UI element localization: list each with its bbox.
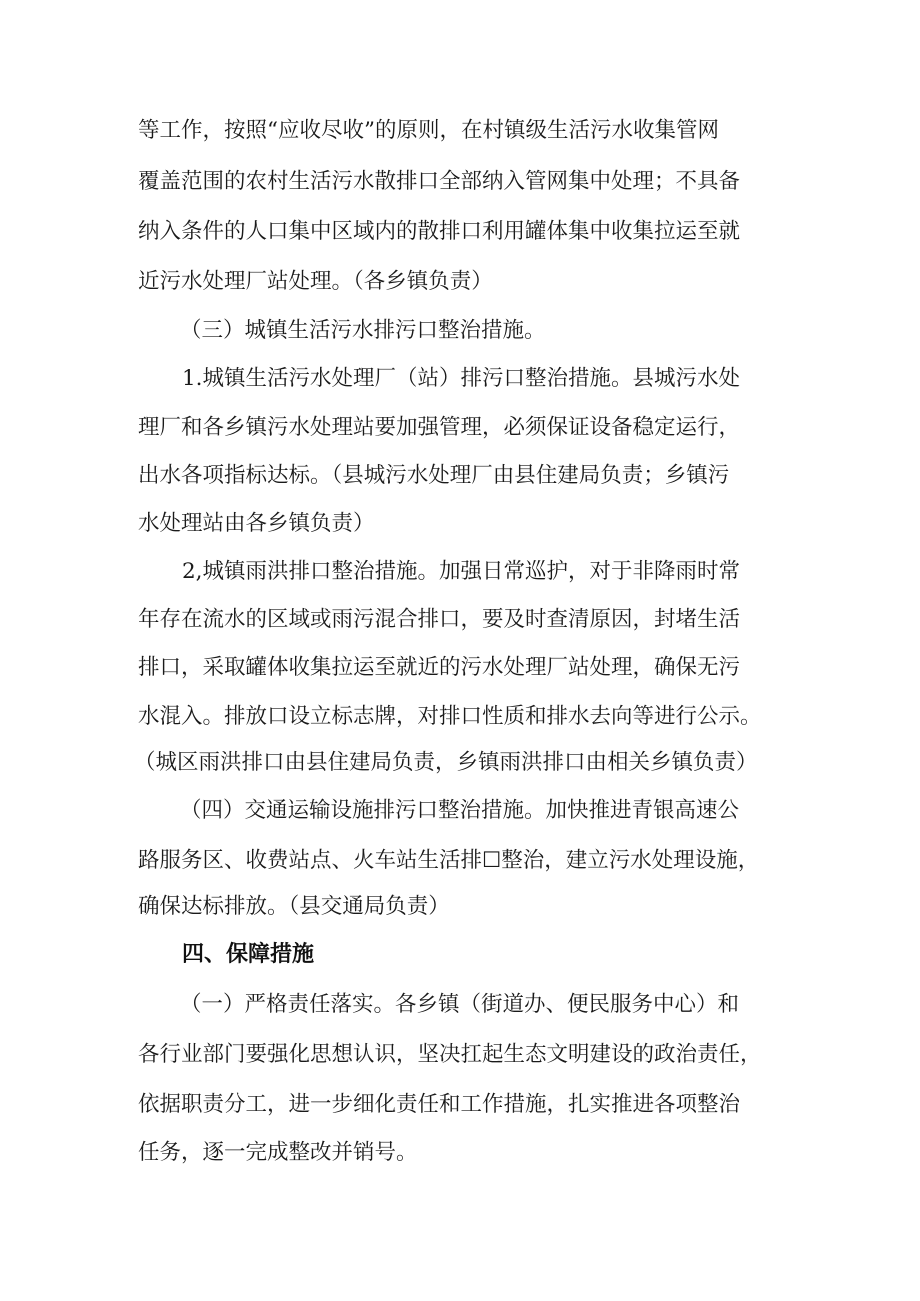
paragraph-4-line-2: 路服务区、收费站点、火车站生活排☐整治，建立污水处理设施， — [138, 848, 760, 873]
section-heading-4: 四、保障措施 — [182, 942, 315, 967]
paragraph-3-line-3: 排口，采取罐体收集拉运至就近的污水处理厂站处理，确保无污 — [138, 655, 741, 680]
paragraph-5-line-1: （一）严格责任落实。各乡镇（街道办、便民服务中心）和 — [180, 992, 740, 1017]
paragraph-5-line-4: 任务，逐一完成整改并销号。 — [138, 1140, 418, 1165]
paragraph-2-line-2: 理厂和各乡镇污水处理站要加强管理，必须保证设备稳定运行， — [138, 415, 741, 440]
paragraph-5-line-3: 依据职责分工，进一步细化责任和工作措施，扎实推进各项整治 — [138, 1092, 741, 1117]
paragraph-2-line-4: 水处理站由各乡镇负责） — [138, 511, 375, 536]
paragraph-5-line-2: 各行业部门要强化思想认识，坚决扛起生态文明建设的政治责任， — [138, 1042, 762, 1067]
subheading-3: （三）城镇生活污水排污口整治措施。 — [180, 318, 546, 343]
paragraph-4-line-3: 确保达标排放。（县交通局负责） — [138, 894, 450, 919]
paragraph-3-line-1: 2,城镇雨洪排口整治措施。加强日常巡护，对于非降雨时常 — [182, 559, 741, 584]
paragraph-1-line-1: 等工作，按照“应收尽收”的原则，在村镇级生活污水收集管网 — [138, 118, 719, 143]
paragraph-3-line-2: 年存在流水的区域或雨污混合排口，要及时查清原因，封堵生活 — [138, 607, 741, 632]
paragraph-1-line-2: 覆盖范围的农村生活污水散排口全部纳入管网集中处理；不具备 — [138, 169, 741, 194]
paragraph-3-line-5: （城区雨洪排口由县住建局负责，乡镇雨洪排口由相关乡镇负责） — [134, 750, 758, 775]
paragraph-2-line-3: 出水各项指标达标。（县城污水处理厂由县住建局负责；乡镇污 — [138, 463, 730, 488]
paragraph-1-line-3: 纳入条件的人口集中区域内的散排口利用罐体集中收集拉运至就 — [138, 219, 741, 244]
paragraph-3-line-4: 水混入。排放口设立标志牌，对排口性质和排水去向等进行公示。 — [138, 704, 762, 729]
paragraph-2-line-1: 1.城镇生活污水处理厂（站）排污口整治措施。县城污水处 — [182, 366, 741, 391]
paragraph-1-line-4: 近污水处理厂站处理。（各乡镇负责） — [138, 269, 493, 294]
paragraph-4-line-1: （四）交通运输设施排污口整治措施。加快推进青银高速公 — [180, 798, 740, 823]
